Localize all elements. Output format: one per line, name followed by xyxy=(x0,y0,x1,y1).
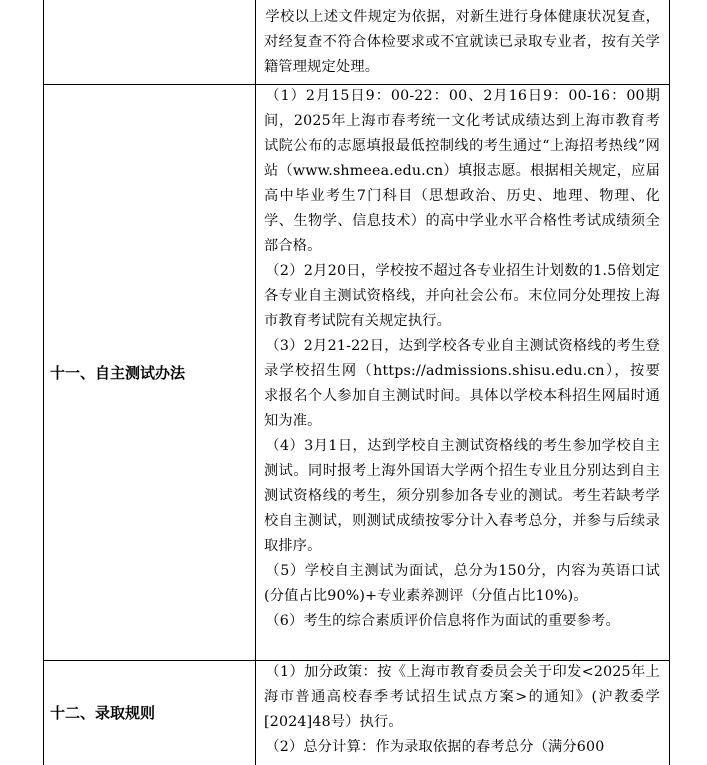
section-11-paragraph-5: （5）学校自主测试为面试，总分为150分，内容为英语口试(分值占比90%)+专业素养测评（分值占比10%)。 xyxy=(264,563,660,604)
section-12-label: 十二、录取规则 xyxy=(50,704,156,722)
admission-rules-table xyxy=(43,0,670,765)
column-divider xyxy=(255,0,256,765)
section-11-content xyxy=(264,84,660,634)
section-11-paragraph-3: （3）2月21-22日，达到学校各专业自主测试资格线的考生登录学校招生网（https://admissions.shisu.edu.cn），按要求报名个人参加自主测试时间。具体以学校本科招生网届时通知为准。 xyxy=(264,338,660,429)
section-11-paragraph-1: （1）2月15日9：00-22：00、2月16日9：00-16：00期间，2025年上海市春考统一文化考试成绩达到上海市教育考试院公布的志愿填报最低控制线的考生通过“上海招考热线”网站（www.shmeea.edu.cn）填报志愿。根据相关规定，应届高中毕业考生7门科目（思想政治、历史、地理、物理、化学、生物学、信息技术）的高中学业水平合格性考试成绩须全部合格。 xyxy=(264,88,660,254)
section-12-content xyxy=(264,660,660,760)
section-11-paragraph-4: （4）3月1日，达到学校自主测试资格线的考生参加学校自主测试。同时报考上海外国语大学两个招生专业且分别达到自主测试资格线的考生，须分别参加各专业的测试。考生若缺考学校自主测试，则测试成绩按零分计入春考总分，并参与后续录取排序。 xyxy=(264,438,660,554)
section-12-paragraph-1: （1）加分政策：按《上海市教育委员会关于印发<2025年上海市普通高校春季考试招生试点方案>的通知》(沪教委学[2024]48号）执行。 xyxy=(264,664,660,730)
section-11-label: 十一、自主测试办法 xyxy=(50,363,186,382)
section-11-paragraph-2: （2）2月20日，学校按不超过各专业招生计划数的1.5倍划定各专业自主测试资格线，并向社会公布。末位同分处理按上海市教育考试院有关规定执行。 xyxy=(264,263,660,329)
top-cell-paragraph: 学校以上述文件规定为依据，对新生进行身体健康状况复查，对经复查不符合体检要求或不宜就读已录取专业者，按有关学籍管理规定处理。 xyxy=(264,9,660,75)
section-12-paragraph-2: （2）总分计算：作为录取依据的春考总分（满分600 xyxy=(265,739,605,755)
top-cell-text xyxy=(264,5,660,80)
section-11-paragraph-6: （6）考生的综合素质评价信息将作为面试的重要参考。 xyxy=(265,613,620,629)
